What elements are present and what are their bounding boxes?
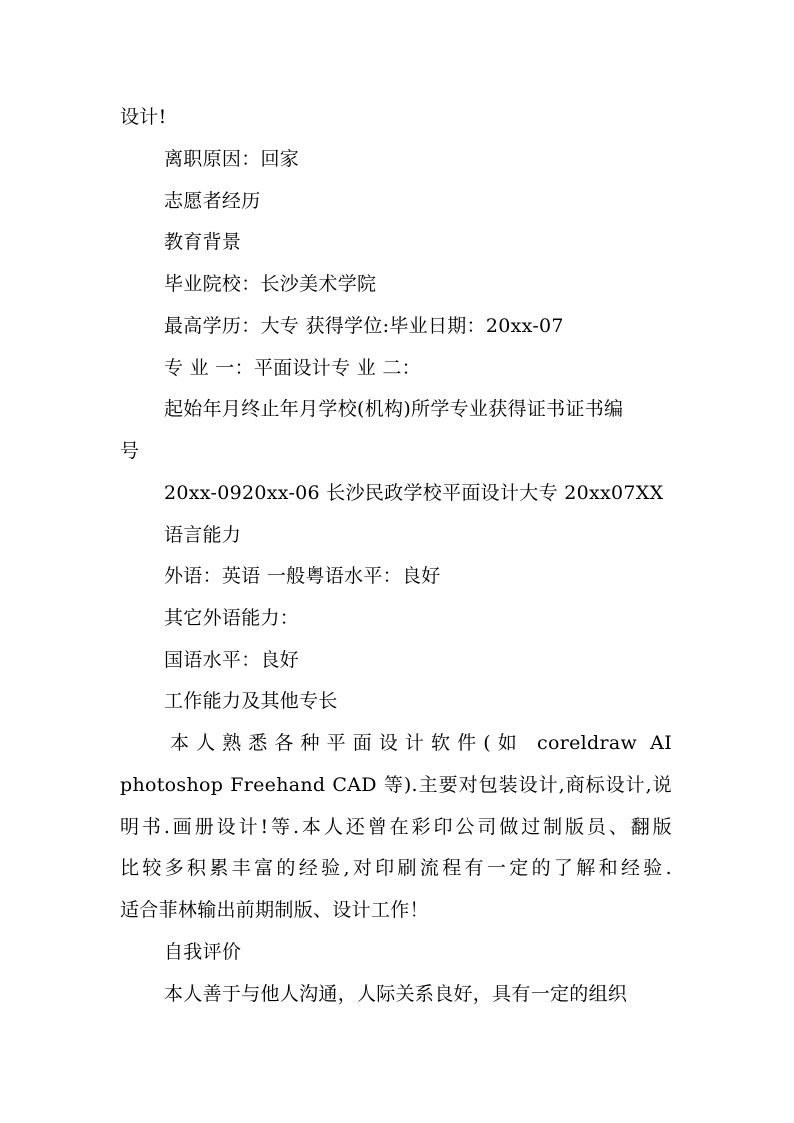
education-table-header: 起始年月终止年月学校(机构)所学专业获得证书证书编 bbox=[164, 398, 624, 420]
volunteer-heading: 志愿者经历 bbox=[164, 190, 261, 212]
text-line-continuation: 设计! bbox=[120, 106, 167, 128]
self-evaluation-line-1: 本人善于与他人沟通，人际关系良好，具有一定的组织 bbox=[164, 983, 628, 1005]
mandarin-line: 国语水平：良好 bbox=[164, 649, 300, 671]
skills-paragraph-line-3: 明书.画册设计!等.本人还曾在彩印公司做过制版员、翻版 bbox=[120, 816, 672, 838]
degree-line: 最高学历：大专 获得学位:毕业日期：20xx-07 bbox=[164, 315, 564, 337]
language-heading: 语言能力 bbox=[164, 524, 242, 546]
education-table-header-wrap: 号 bbox=[120, 440, 140, 462]
skills-paragraph-line-5: 适合菲林输出前期制版、设计工作！ bbox=[120, 899, 429, 921]
education-record-line: 20xx-0920xx-06 长沙民政学校平面设计大专 20xx07XX bbox=[164, 482, 664, 504]
other-language-line: 其它外语能力： bbox=[164, 607, 300, 629]
skills-paragraph-line-1: 本人熟悉各种平面设计软件(如 coreldraw AI bbox=[170, 732, 672, 754]
foreign-language-line: 外语：英语 一般粤语水平：良好 bbox=[164, 565, 441, 587]
major-line: 专 业 一：平面设计专 业 二： bbox=[164, 357, 421, 379]
education-heading: 教育背景 bbox=[164, 231, 242, 253]
skills-heading: 工作能力及其他专长 bbox=[164, 690, 338, 712]
skills-paragraph-line-2: photoshop Freehand CAD 等).主要对包装设计,商标设计,说 bbox=[120, 774, 672, 796]
resign-reason-line: 离职原因：回家 bbox=[164, 148, 300, 170]
school-line: 毕业院校：长沙美术学院 bbox=[164, 273, 377, 295]
self-evaluation-heading: 自我评价 bbox=[164, 941, 242, 963]
skills-paragraph-line-4: 比较多积累丰富的经验,对印刷流程有一定的了解和经验. bbox=[120, 857, 672, 879]
